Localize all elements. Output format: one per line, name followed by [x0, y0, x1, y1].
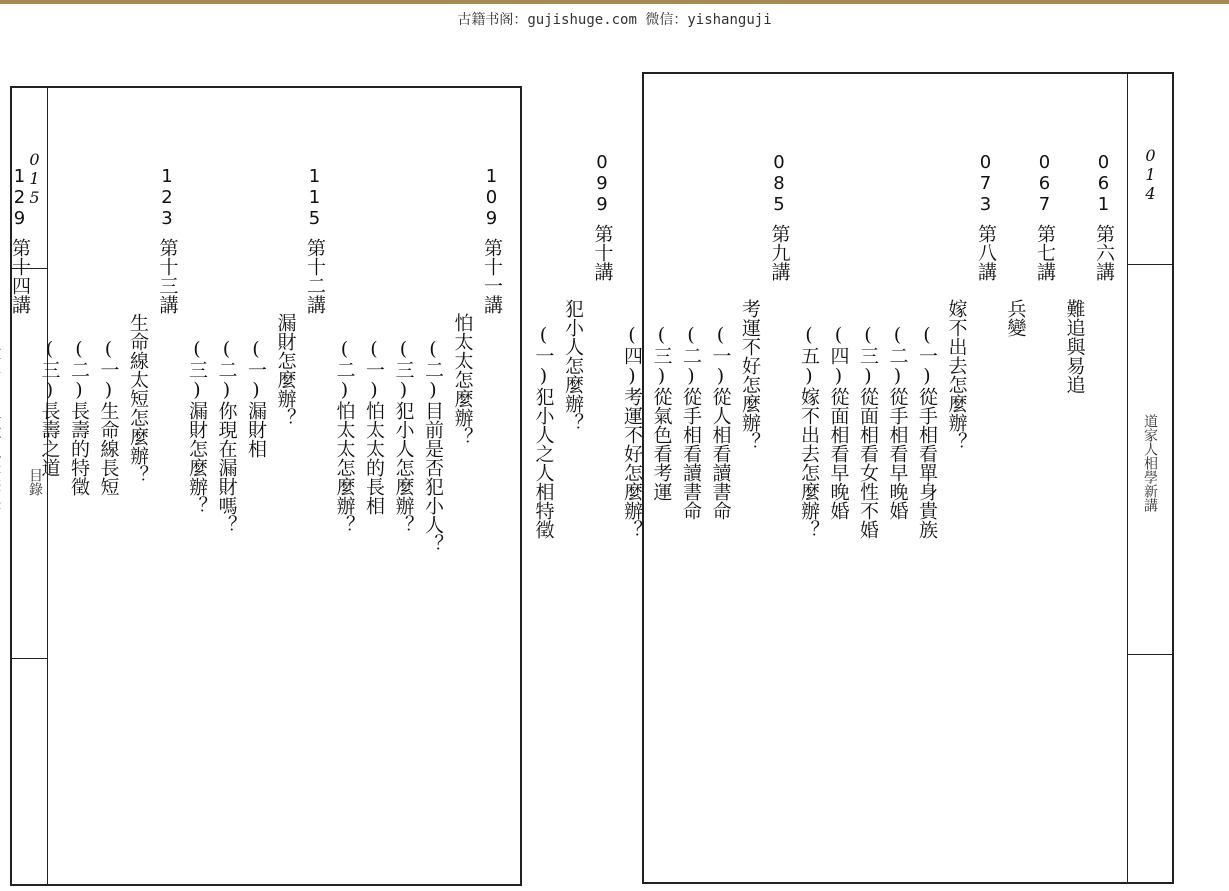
toc-item: (三)長壽之道: [38, 338, 61, 477]
left-margin-divider-bottom: [12, 658, 48, 659]
toc-num: 073: [975, 152, 996, 215]
toc-lecture: 第十三講: [156, 238, 179, 314]
toc-item: (一)漏財相: [245, 338, 267, 458]
watermark-header: 古籍书阁：gujishuge.com 微信：yishanguji: [457, 12, 772, 28]
left-margin-rule: [47, 88, 48, 884]
toc-lecture: 第六講: [1093, 224, 1115, 281]
toc-item: (二)怕太太怎麼辦？: [333, 338, 356, 534]
toc-num: 129: [9, 166, 30, 229]
toc-lecture: 第十四講: [9, 238, 31, 314]
toc-item: (二)長壽的特徵: [68, 338, 90, 496]
left-folio: 015: [25, 150, 44, 207]
toc-item: (一)從人相看讀書命: [709, 324, 732, 520]
toc-num: 067: [1034, 152, 1055, 215]
toc-title: 嫁不出去怎麼辦？: [945, 299, 968, 451]
toc-item: (二)你現在漏財嗎？: [215, 338, 238, 534]
toc-item: (一)怕太太的長相: [363, 338, 385, 515]
toc-lecture: 第十講: [591, 224, 614, 281]
toc-item: (四)從面相看早晚婚: [827, 324, 850, 520]
toc-item: (一)從手相看單身貴族: [916, 324, 938, 539]
toc-lecture: 第九講: [768, 224, 791, 281]
toc-item: (二)從手相看讀書命: [680, 324, 702, 520]
toc-item: (二)從手相看早晚婚: [886, 324, 909, 520]
toc-lecture: 第八講: [975, 224, 997, 281]
toc-num: 061: [1093, 152, 1114, 215]
right-margin-divider-bottom: [1127, 654, 1172, 655]
toc-title: 考運不好怎麼辦？: [739, 299, 761, 451]
toc-item: (三)從氣色看考運: [650, 324, 673, 501]
left-page: [10, 86, 522, 886]
toc-num: 099: [591, 152, 613, 215]
toc-title: 怕太太怎麼辦？: [451, 313, 474, 446]
toc-item: (一)犯小人之人相特徵: [532, 324, 555, 539]
toc-title: 難追與易追: [1063, 299, 1086, 394]
toc-lecture: 第七講: [1034, 224, 1056, 281]
toc-num: 109: [481, 166, 502, 229]
right-folio: 014: [1141, 146, 1160, 203]
toc-lecture: 第十一講: [481, 238, 503, 314]
toc-item: (三)犯小人怎麼辦？: [392, 338, 415, 534]
right-side-label: 道家人相學新講: [1142, 414, 1158, 512]
toc-title: 漏財怎麼辦？: [274, 313, 297, 427]
toc-lecture: 第十二講: [304, 238, 326, 314]
right-margin-rule: [1127, 74, 1128, 882]
toc-num: 115: [304, 166, 325, 229]
toc-title: 兵變: [1004, 299, 1027, 337]
toc-title: 犯小人怎麼辦？: [562, 299, 584, 432]
toc-num: 123: [156, 166, 178, 229]
top-bar: [0, 0, 1229, 4]
right-page: [532, 72, 1174, 884]
toc-item: (三)從面相看女性不婚: [857, 324, 879, 539]
toc-num: 085: [768, 152, 790, 215]
toc-item: (一)生命線長短: [97, 338, 120, 496]
toc-title: 生命線太短怎麼辦？: [127, 313, 149, 484]
toc-item: (二)目前是否犯小人？: [422, 338, 444, 553]
left-side-label: 目錄: [27, 468, 43, 496]
toc-item: (四)考運不好怎麼辦？: [621, 324, 643, 539]
toc-item: (三)漏財怎麼辦？: [186, 338, 208, 515]
right-margin-divider-top: [1127, 264, 1172, 265]
toc-item: (五)嫁不出去怎麼辦？: [798, 324, 820, 539]
